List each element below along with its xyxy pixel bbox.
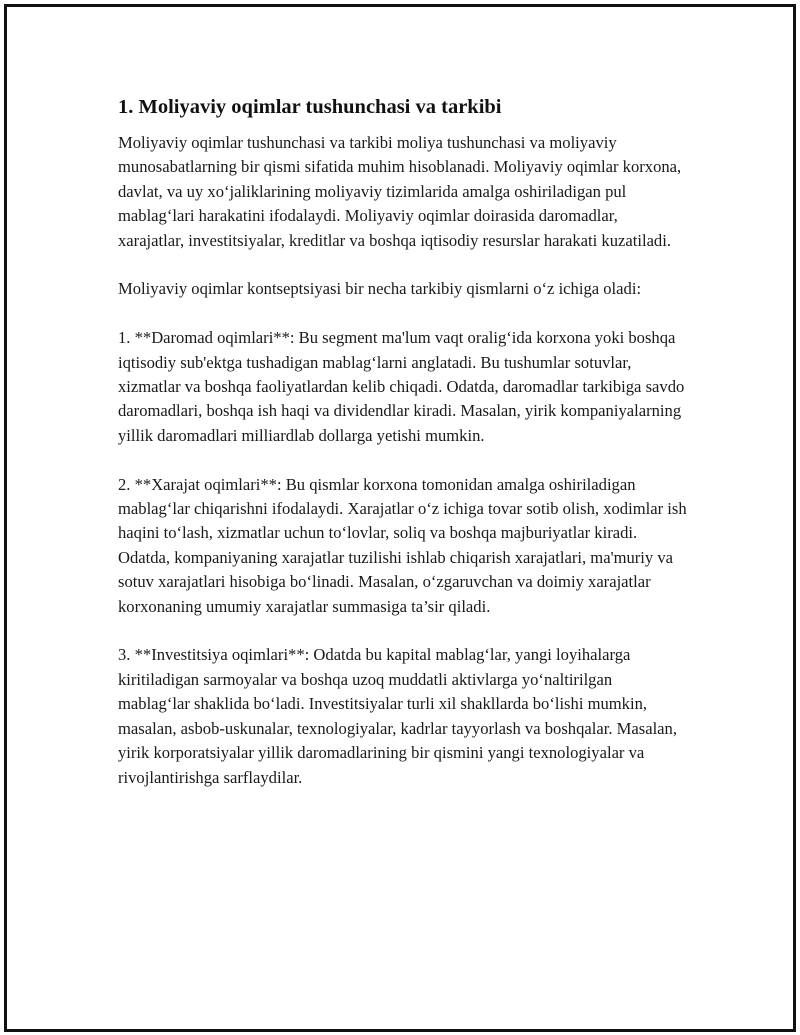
paragraph-expense-flows: 2. **Xarajat oqimlari**: Bu qismlar korxona tomonidan amalga oshiriladigan mablag‘lar chiqarishni ifodalaydi. Xarajatlar o‘z ichiga tovar sotib olish, xodimlar ish haqini to‘lash, xizmatlar uchun to‘lovlar, soliq va boshqa majburiyatlar kiradi. Odatda, kompaniyaning xarajatlar tuzilishi ishlab chiqarish xarajatlari, ma'muriy va sotuv xarajatlari hisobiga bo‘linadi. Masalan, o‘zgaruvchan va doimiy xarajatlar korxonaning umumiy xarajatlar summasiga ta’sir qiladi. <box>118 474 687 616</box>
paragraph-intro: Moliyaviy oqimlar tushunchasi va tarkibi moliya tushunchasi va moliyaviy munosabatlarning bir qismi sifatida muhim hisoblanadi. Moliyaviy oqimlar korxona, davlat, va uy xo‘jaliklarining moliyaviy tizimlarida amalga oshiriladigan pul mablag‘lari harakatini ifodalaydi. Moliyaviy oqimlar doirasida daromadlar, xarajatlar, investitsiyalar, kreditlar va boshqa iqtisodiy resurslar harakati kuzatiladi. <box>118 133 682 250</box>
document-body <box>118 95 688 814</box>
paragraph-investment-flows: 3. **Investitsiya oqimlari**: Odatda bu kapital mablag‘lar, yangi loyihalarga kiritiladigan sarmoyalar va boshqa uzoq muddatli aktivlarga yo‘naltirilgan mablag‘lar shaklida bo‘ladi. Investitsiyalar turli xil shakllarda bo‘lishi mumkin, masalan, asbob-uskunalar, texnologiyalar, kadrlar tayyorlash va boshqalar. Masalan, yirik korporatsiyalar yillik daromadlarining bir qismini yangi texnologiyalar va rivojlantirishga sarflaydilar. <box>118 645 677 787</box>
paragraph-income-flows: 1. **Daromad oqimlari**: Bu segment ma'lum vaqt oralig‘ida korxona yoki boshqa iqtisodiy sub'ektga tushadigan mablag‘larni anglatadi. Bu tushumlar sotuvlar, xizmatlar va boshqa faoliyatlardan kelib chiqadi. Odatda, daromadlar tarkibiga savdo daromadlari, boshqa ish haqi va dividendlar kiradi. Masalan, yirik kompaniyalarning yillik daromadlari milliardlab dollarga yetishi mumkin. <box>118 328 685 445</box>
paragraph-components-intro: Moliyaviy oqimlar kontseptsiyasi bir necha tarkibiy qismlarni o‘z ichiga oladi: <box>118 279 642 299</box>
section-heading: 1. Moliyaviy oqimlar tushunchasi va tarkibi <box>118 96 502 118</box>
